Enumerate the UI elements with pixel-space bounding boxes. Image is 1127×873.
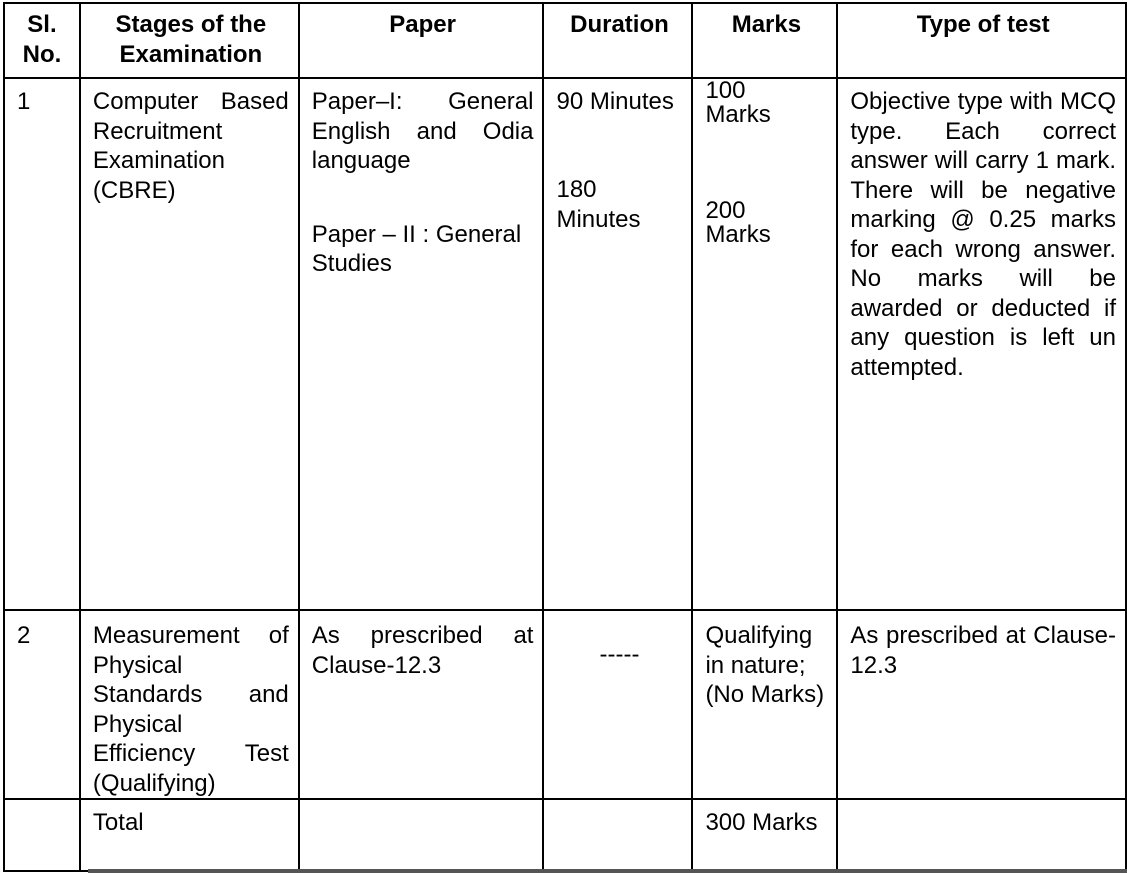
- cell-duration: [543, 78, 692, 610]
- header-sl-no-line-1: Sl.: [27, 11, 57, 38]
- header-marks: Marks: [692, 3, 837, 78]
- examination-scheme-table: [3, 2, 1127, 872]
- cell-duration: [543, 610, 692, 799]
- cell-type-of-test: [837, 799, 1126, 871]
- header-sl-no: [4, 3, 80, 78]
- cell-sl-no: 1: [4, 78, 80, 610]
- header-stages-line-1: Stages of the: [115, 11, 267, 38]
- table-row: [4, 610, 1126, 799]
- cell-paper: As prescribed at Clause-12.3: [299, 610, 544, 799]
- paper-1-text: Paper–I: General English and Odia language: [311, 88, 534, 174]
- header-row: [4, 3, 1126, 78]
- marks-2-text: 200 Marks: [705, 197, 771, 248]
- cell-duration: [543, 799, 692, 871]
- header-sl-no-line-2: No.: [22, 40, 62, 68]
- cell-type-of-test: As prescribed at Clause-12.3: [837, 610, 1126, 799]
- header-stages: [80, 3, 299, 78]
- header-paper: Paper: [299, 3, 544, 78]
- cell-stage: Measurement of Physical Standards and Physical Efficiency Test (Qualifying): [80, 610, 299, 799]
- page-bottom-edge: [88, 869, 1127, 873]
- cell-stage: Computer Based Recruitment Examination (CBRE): [80, 78, 299, 610]
- paper-2-text: Paper – II : General Studies: [311, 220, 522, 277]
- cell-paper: [299, 78, 544, 610]
- cell-marks: [692, 78, 837, 610]
- marks-1-text: 100 Marks: [705, 78, 771, 128]
- header-stages-line-2: Examination: [119, 40, 263, 68]
- cell-stage-total: Total: [80, 799, 299, 871]
- header-type-of-test: Type of test: [837, 3, 1126, 78]
- cell-paper: [299, 799, 544, 871]
- cell-sl-no: [4, 799, 80, 871]
- cell-type-of-test: Objective type with MCQ type. Each correct answer will carry 1 mark. There will be negative marking @ 0.25 marks for each wrong answer. No marks will be awarded or deducted if any question is left un attempted.: [837, 78, 1126, 610]
- cell-marks: Qualifying in nature; (No Marks): [692, 610, 837, 799]
- cell-sl-no: 2: [4, 610, 80, 799]
- cell-marks-total: 300 Marks: [692, 799, 837, 871]
- total-row: [4, 799, 1126, 871]
- header-duration: Duration: [543, 3, 692, 78]
- paper-gap: [312, 176, 534, 220]
- duration-1-text: 90 Minutes: [556, 88, 674, 115]
- table-row: [4, 78, 1126, 610]
- duration-2-text: 180 Minutes: [556, 176, 641, 233]
- duration-dash: -----: [599, 641, 640, 668]
